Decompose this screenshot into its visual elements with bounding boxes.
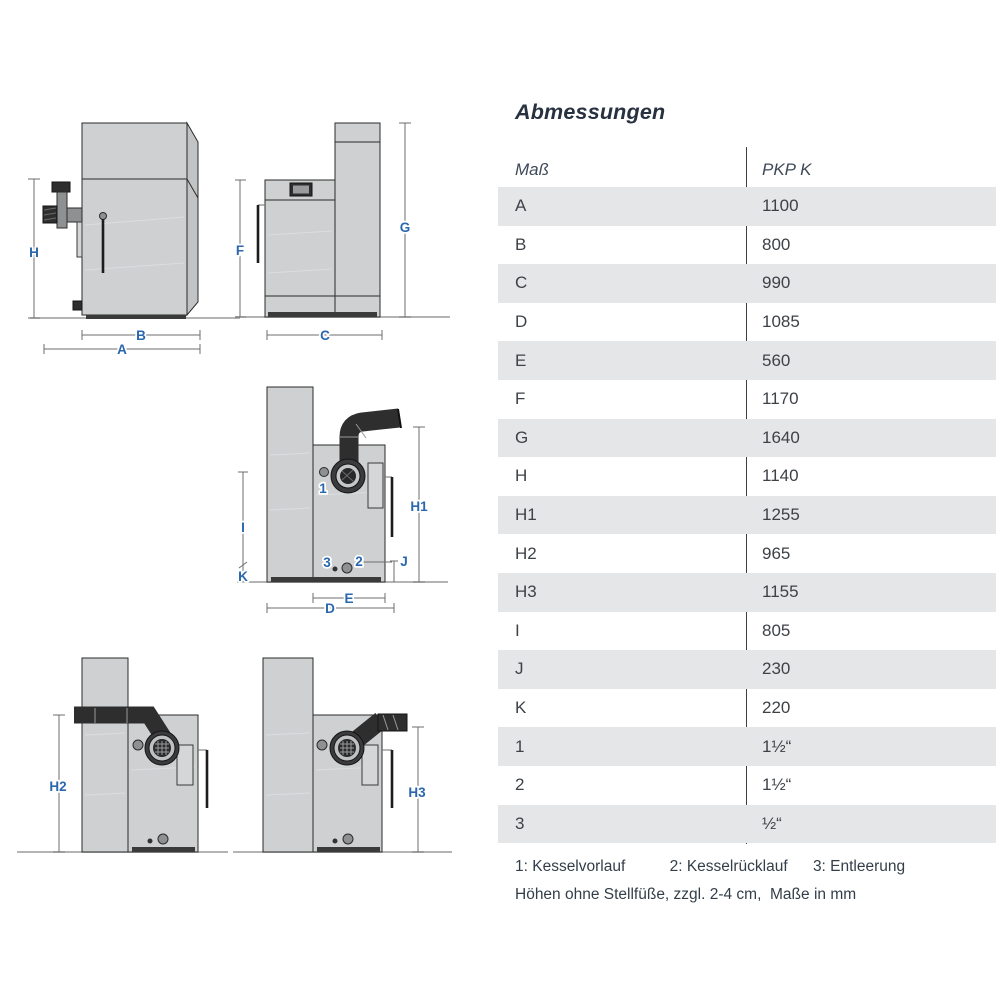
dimensions-table	[498, 187, 996, 843]
legend-item-3: 3: Entleerung	[812, 858, 906, 875]
dimension-label-k: K	[238, 569, 248, 584]
connections-legend	[515, 858, 905, 876]
burner-door	[368, 463, 383, 508]
display-panel	[290, 183, 312, 196]
dimension-value: 1155	[762, 582, 799, 602]
connection-2	[342, 563, 352, 573]
dimension-h1	[410, 427, 428, 582]
dimension-label-h: H	[29, 245, 39, 260]
dimension-key: B	[515, 234, 527, 254]
dimension-b	[82, 328, 200, 343]
dimension-label-b: B	[136, 328, 146, 343]
dimension-label-c: C	[320, 328, 330, 343]
table-row	[498, 612, 996, 651]
dimension-i-k	[238, 472, 248, 584]
dimension-label-h3: H3	[408, 785, 426, 800]
table-row	[498, 187, 996, 226]
dimension-value: 1140	[762, 466, 799, 486]
point-label-2: 2	[355, 554, 363, 569]
pipe-assembly	[43, 182, 82, 257]
diagram-front-view	[15, 105, 240, 365]
dimension-label-e: E	[344, 591, 354, 606]
hopper-column	[335, 123, 380, 317]
dimension-label-j: J	[400, 554, 408, 569]
base-plinth	[271, 577, 381, 582]
door-handle	[198, 750, 207, 808]
table-row	[498, 264, 996, 303]
dimension-value: 800	[762, 234, 791, 254]
connection-port	[317, 740, 327, 750]
dimension-value: 1½“	[762, 775, 792, 795]
table-row	[498, 457, 996, 496]
table-row	[498, 805, 996, 844]
connection-1	[320, 468, 329, 477]
dimension-value: 230	[762, 659, 791, 679]
table-row	[498, 303, 996, 342]
dimension-label-d: D	[325, 601, 335, 616]
dimension-value: 1255	[762, 505, 800, 525]
hopper-column	[82, 658, 128, 852]
connection-3	[333, 567, 338, 572]
blower-fan-icon	[331, 459, 365, 493]
dimension-h	[28, 179, 40, 318]
dimension-key: I	[515, 620, 520, 640]
dimension-key: 2	[515, 775, 525, 795]
table-row	[498, 496, 996, 535]
dimension-value: 560	[762, 350, 791, 370]
dimension-key: G	[515, 427, 529, 447]
legend-item-1: 1: Kesselvorlauf	[515, 858, 626, 875]
base-plinth	[132, 847, 195, 852]
dimension-key: H2	[515, 543, 537, 563]
table-header	[498, 152, 996, 187]
return-port	[343, 834, 353, 844]
table-row	[498, 419, 996, 458]
base-plinth	[268, 312, 377, 317]
dimension-label-h2: H2	[49, 779, 67, 794]
point-label-3: 3	[323, 555, 331, 570]
diagram-side-view	[235, 105, 450, 365]
dimension-value: 1640	[762, 427, 800, 447]
column-header-mass: Maß	[515, 159, 549, 179]
table-row	[498, 727, 996, 766]
measurement-note: Höhen ohne Stellfüße, zzgl. 2-4 cm, Maße in mm	[515, 886, 857, 903]
diagram-rear-view	[235, 375, 450, 625]
dimension-key: H1	[515, 505, 537, 525]
column-header-model: PKP K	[762, 159, 812, 179]
burner-door	[362, 745, 378, 785]
table-row	[498, 534, 996, 573]
dimension-label-g: G	[399, 220, 411, 235]
dimension-value: 1085	[762, 312, 800, 332]
dimension-value: 1½“	[762, 736, 792, 756]
dimension-value: 965	[762, 543, 791, 563]
dimension-a	[44, 342, 200, 357]
dimension-label-a: A	[117, 342, 127, 357]
dimension-value: 805	[762, 620, 791, 640]
dimension-value: 990	[762, 273, 791, 293]
boiler-front-face	[82, 123, 187, 315]
base-plinth	[317, 847, 380, 852]
dimension-value: 1100	[762, 196, 799, 216]
burner-door	[177, 745, 193, 785]
dimension-key: C	[515, 273, 528, 293]
legend-item-2: 2: Kesselrücklauf	[669, 858, 788, 875]
diagram-rear-flue-left	[15, 645, 230, 880]
door-handle	[385, 477, 392, 537]
dimension-key: E	[515, 350, 527, 370]
dimension-value: 1170	[762, 389, 799, 409]
dimension-key: A	[515, 196, 527, 216]
dimension-key: 3	[515, 813, 525, 833]
blower-fan-icon	[330, 731, 364, 765]
panel-title: Abmessungen	[515, 100, 666, 124]
table-row	[498, 689, 996, 728]
dimension-d	[267, 601, 394, 616]
boiler-side-bevel	[187, 123, 198, 315]
point-label-1: 1	[319, 481, 327, 496]
table-row	[498, 650, 996, 689]
side-stub	[73, 301, 82, 310]
dimension-label-i: I	[241, 520, 245, 535]
table-row	[498, 341, 996, 380]
drain-port	[148, 839, 153, 844]
dimension-h3	[408, 727, 426, 852]
dimensions-panel	[498, 100, 996, 920]
blower-fan-icon	[145, 731, 179, 765]
dimension-key: H	[515, 466, 528, 486]
door-handle	[258, 205, 265, 263]
base-plinth	[86, 315, 186, 319]
dimension-value: ½“	[762, 813, 782, 833]
dimension-key: H3	[515, 582, 537, 602]
table-row	[498, 766, 996, 805]
hopper-column	[267, 387, 313, 582]
dimension-key: 1	[515, 736, 525, 756]
dimension-key: D	[515, 312, 528, 332]
dimension-c	[267, 328, 382, 343]
dimension-e	[313, 591, 385, 606]
hopper-column	[263, 658, 313, 852]
dimension-h2	[49, 715, 66, 852]
door-handle	[382, 750, 392, 808]
table-row	[498, 380, 996, 419]
drain-port	[333, 839, 338, 844]
dimension-key: F	[515, 389, 526, 409]
dimension-f	[235, 180, 246, 317]
dimension-label-f: F	[235, 243, 245, 258]
dimension-value: 220	[762, 698, 791, 718]
diagram-rear-flue-up	[230, 645, 455, 880]
dimension-key: J	[515, 659, 524, 679]
dimension-label-h1: H1	[410, 499, 428, 514]
table-row	[498, 226, 996, 265]
dimension-key: K	[515, 698, 527, 718]
dimension-g	[399, 123, 411, 317]
connection-port	[133, 740, 143, 750]
return-port	[158, 834, 168, 844]
table-row	[498, 573, 996, 612]
